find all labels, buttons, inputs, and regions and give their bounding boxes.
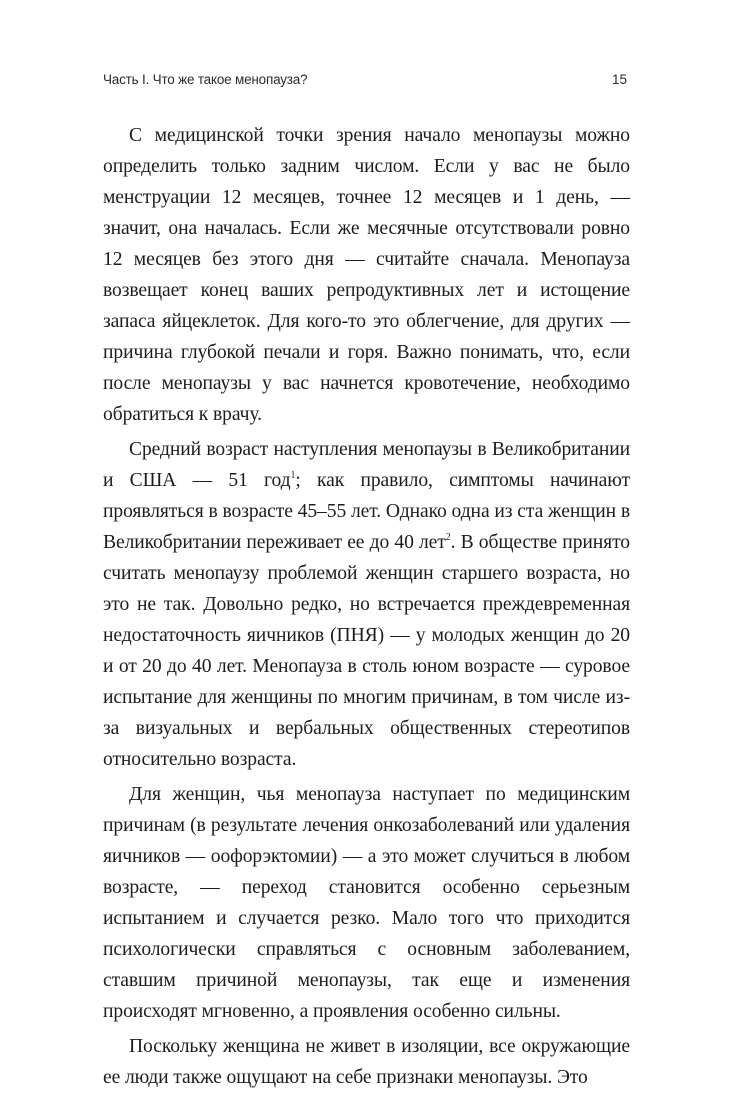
paragraph-2-part-2: ; как правило, симптомы начинают проявляться в возрасте 45–55 лет. Однако одна из ста женщин в Великобритании переживает ее до 40 лет [103,470,631,553]
running-title: Часть I. Что же такое менопауза? [103,72,308,87]
body-text [103,120,630,1093]
paragraph-2 [103,434,630,775]
paragraph-1: С медицинской точки зрения начало менопаузы можно определить только задним числом. Если у вас не было менструации 12 месяцев, точнее 12 месяцев и 1 день, — значит, она началась. Если же месячные отсутствовали ровно 12 месяцев без этого дня — считайте сначала. Менопауза возвещает конец ваших репродуктивных лет и истощение запаса яйцеклеток. Для кого-то это облегчение, для других — причина глубокой печали и горя. Важно понимать, что, если после менопаузы у вас начнется кровотечение, необходимо обратиться к врачу. [103,125,630,425]
page-number: 15 [611,72,627,87]
paragraph-3: Для женщин, чья менопауза наступает по медицинским причинам (в результате лечения онкозаболеваний или удаления яичников — оофорэктомии) — а это может случиться в любом возрасте, — переход становится особенно серьезным испытанием и случается резко. Мало того что приходится психологически справляться с основным заболеванием, ставшим причиной менопаузы, так еще и изменения происходят мгновенно, а проявления особенно сильны. [103,784,630,1022]
footnote-ref-2[interactable]: 2 [445,532,451,543]
paragraph-2-part-1: Средний возраст наступления менопаузы в Великобритании и США — 51 год [103,439,630,491]
paragraph-4: Поскольку женщина не живет в изоляции, все окружающие ее люди также ощущают на себе признаки менопаузы. Это [103,1036,630,1088]
footnote-ref-1[interactable]: 1 [290,470,296,481]
paragraph-2-part-3: . В обществе принято считать менопаузу проблемой женщин старшего возраста, но это не так. Довольно редко, но встречается преждевременная недостаточность яичников (ПНЯ) — у молодых женщин до 20 и от 20 до 40 лет. Менопауза в столь юном возрасте — суровое испытание для женщины по многим причинам, в том числе из-за визуальных и вербальных общественных стереотипов относительно возраста. [103,532,630,770]
page-header [103,72,631,96]
